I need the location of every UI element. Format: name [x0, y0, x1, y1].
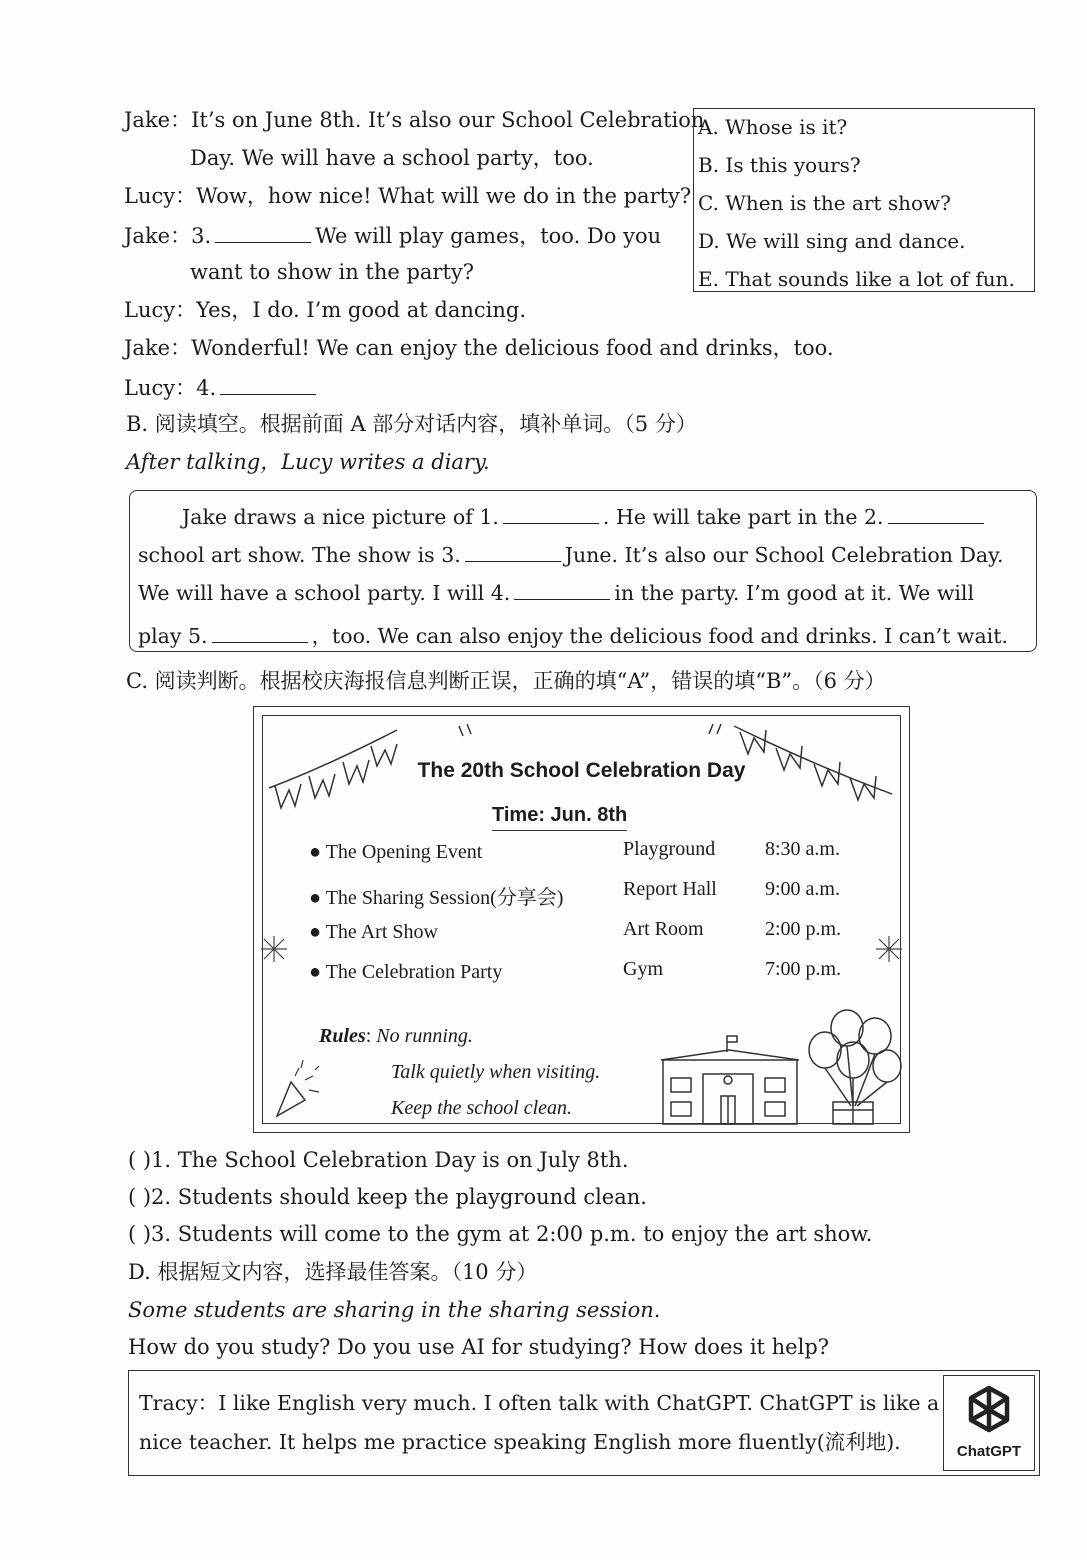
sparkle-marks-icon [701, 720, 731, 740]
rules-line-1: Rules: No running. [319, 1025, 473, 1047]
diary-line-4 [138, 619, 1008, 649]
firework-icon [874, 934, 904, 964]
celebration-poster [253, 706, 910, 1133]
answer-blank-3[interactable] [215, 224, 311, 243]
chatgpt-logo-text: ChatGPT [956, 1443, 1022, 1460]
section-b-intro: After talking，Lucy writes a diary. [126, 450, 490, 474]
diary-line-1 [182, 505, 988, 529]
diary-blank-5[interactable] [212, 624, 308, 643]
event-3-time: 2:00 p.m. [765, 918, 842, 940]
rule-1: No running. [376, 1025, 473, 1047]
dialogue-line-2: Day. We will have a school party，too. [190, 146, 594, 170]
rule-3: Keep the school clean. [391, 1097, 573, 1119]
answer-blank-4[interactable] [220, 376, 316, 395]
event-1-time: 8:30 a.m. [765, 838, 840, 860]
diary-text: June. It’s also our School Celebration Day. [564, 543, 1004, 567]
event-2-time: 9:00 a.m. [765, 878, 840, 900]
diary-text: school art show. The show is 3. [138, 543, 461, 567]
firework-icon [259, 934, 289, 964]
diary-text: Jake draws a nice picture of 1. [182, 505, 499, 529]
section-d-question: How do you study? Do you use AI for studying? How does it help? [128, 1335, 830, 1359]
diary-blank-2[interactable] [888, 505, 984, 524]
dialogue-line-4-end: We will play games，too. Do you [315, 224, 662, 248]
diary-text: We will have a school party. I will 4. [138, 581, 511, 605]
diary-line-3 [138, 581, 974, 605]
diary-text: ，too. We can also enjoy the delicious food and drinks. I can’t wait. [311, 624, 1008, 648]
event-4-name: ● The Celebration Party [309, 961, 503, 983]
tracy-line-2: nice teacher. It helps me practice speaking English more fluently(流利地). [139, 1430, 901, 1454]
event-1-name: ● The Opening Event [309, 841, 483, 863]
event-3-name: ● The Art Show [309, 921, 438, 943]
diary-line-2 [138, 543, 1003, 567]
section-c-title: C. 阅读判断。根据校庆海报信息判断正误，正确的填“A”，错误的填“B”。（6 分） [126, 669, 886, 693]
chatgpt-logo [943, 1375, 1035, 1471]
dialogue-line-7: Jake：Wonderful! We can enjoy the delicious food and drinks，too. [124, 336, 834, 360]
poster-title: The 20th School Celebration Day [417, 759, 746, 782]
tracy-passage-box [128, 1370, 1040, 1476]
dialogue-line-6: Lucy：Yes，I do. I’m good at dancing. [124, 298, 527, 322]
sparkle-marks-icon [453, 722, 483, 742]
school-building-icon [659, 1034, 801, 1126]
option-d: D. We will sing and dance. [698, 229, 966, 253]
question-2: ( )2. Students should keep the playground clean. [128, 1185, 647, 1209]
rules-label: Rules [319, 1025, 366, 1047]
diary-blank-4[interactable] [514, 581, 610, 600]
dialogue-line-3: Lucy：Wow，how nice! What will we do in the party? [124, 184, 692, 208]
question-1: ( )1. The School Celebration Day is on July 8th. [128, 1148, 629, 1172]
dialogue-line-4-start: Jake：3. [124, 224, 212, 248]
event-4-time: 7:00 p.m. [765, 958, 842, 980]
option-a: A. Whose is it? [698, 115, 848, 139]
section-d-title: D. 根据短文内容，选择最佳答案。（10 分） [128, 1260, 538, 1284]
diary-text: . He will take part in the 2. [602, 505, 884, 529]
question-3: ( )3. Students will come to the gym at 2:00 p.m. to enjoy the art show. [128, 1222, 873, 1246]
option-b: B. Is this yours? [698, 153, 861, 177]
tracy-line-1: Tracy：I like English very much. I often talk with ChatGPT. ChatGPT is like a [139, 1391, 940, 1415]
poster-time: Time: Jun. 8th [492, 804, 627, 831]
diary-text: in the party. I’m good at it. We will [614, 581, 975, 605]
dialogue-line-8 [124, 376, 320, 399]
diary-box [129, 490, 1037, 652]
event-4-place: Gym [623, 958, 663, 980]
chatgpt-knot-icon [961, 1382, 1017, 1438]
diary-text: play 5. [138, 624, 208, 648]
rule-2: Talk quietly when visiting. [391, 1061, 601, 1083]
section-b-title: B. 阅读填空。根据前面 A 部分对话内容，填补单词。（5 分） [126, 412, 697, 436]
option-c: C. When is the art show? [698, 191, 951, 215]
poster-inner-frame [262, 715, 901, 1124]
event-1-place: Playground [623, 838, 716, 860]
section-d-intro: Some students are sharing in the sharing session. [128, 1298, 661, 1322]
party-popper-icon [271, 1056, 325, 1120]
event-2-place: Report Hall [623, 878, 717, 900]
diary-blank-3[interactable] [465, 543, 561, 562]
dialogue-line-8-start: Lucy：4. [124, 376, 217, 400]
dialogue-line-4 [124, 224, 661, 247]
balloons-gift-icon [803, 1006, 907, 1126]
event-3-place: Art Room [623, 918, 704, 940]
diary-blank-1[interactable] [503, 505, 599, 524]
event-2-name: ● The Sharing Session(分享会) [309, 887, 564, 909]
dialogue-line-5: want to show in the party? [190, 260, 475, 284]
option-e: E. That sounds like a lot of fun. [698, 267, 1015, 291]
dialogue-line-1: Jake：It’s on June 8th. It’s also our School Celebration [124, 108, 705, 132]
options-box [693, 108, 1035, 292]
